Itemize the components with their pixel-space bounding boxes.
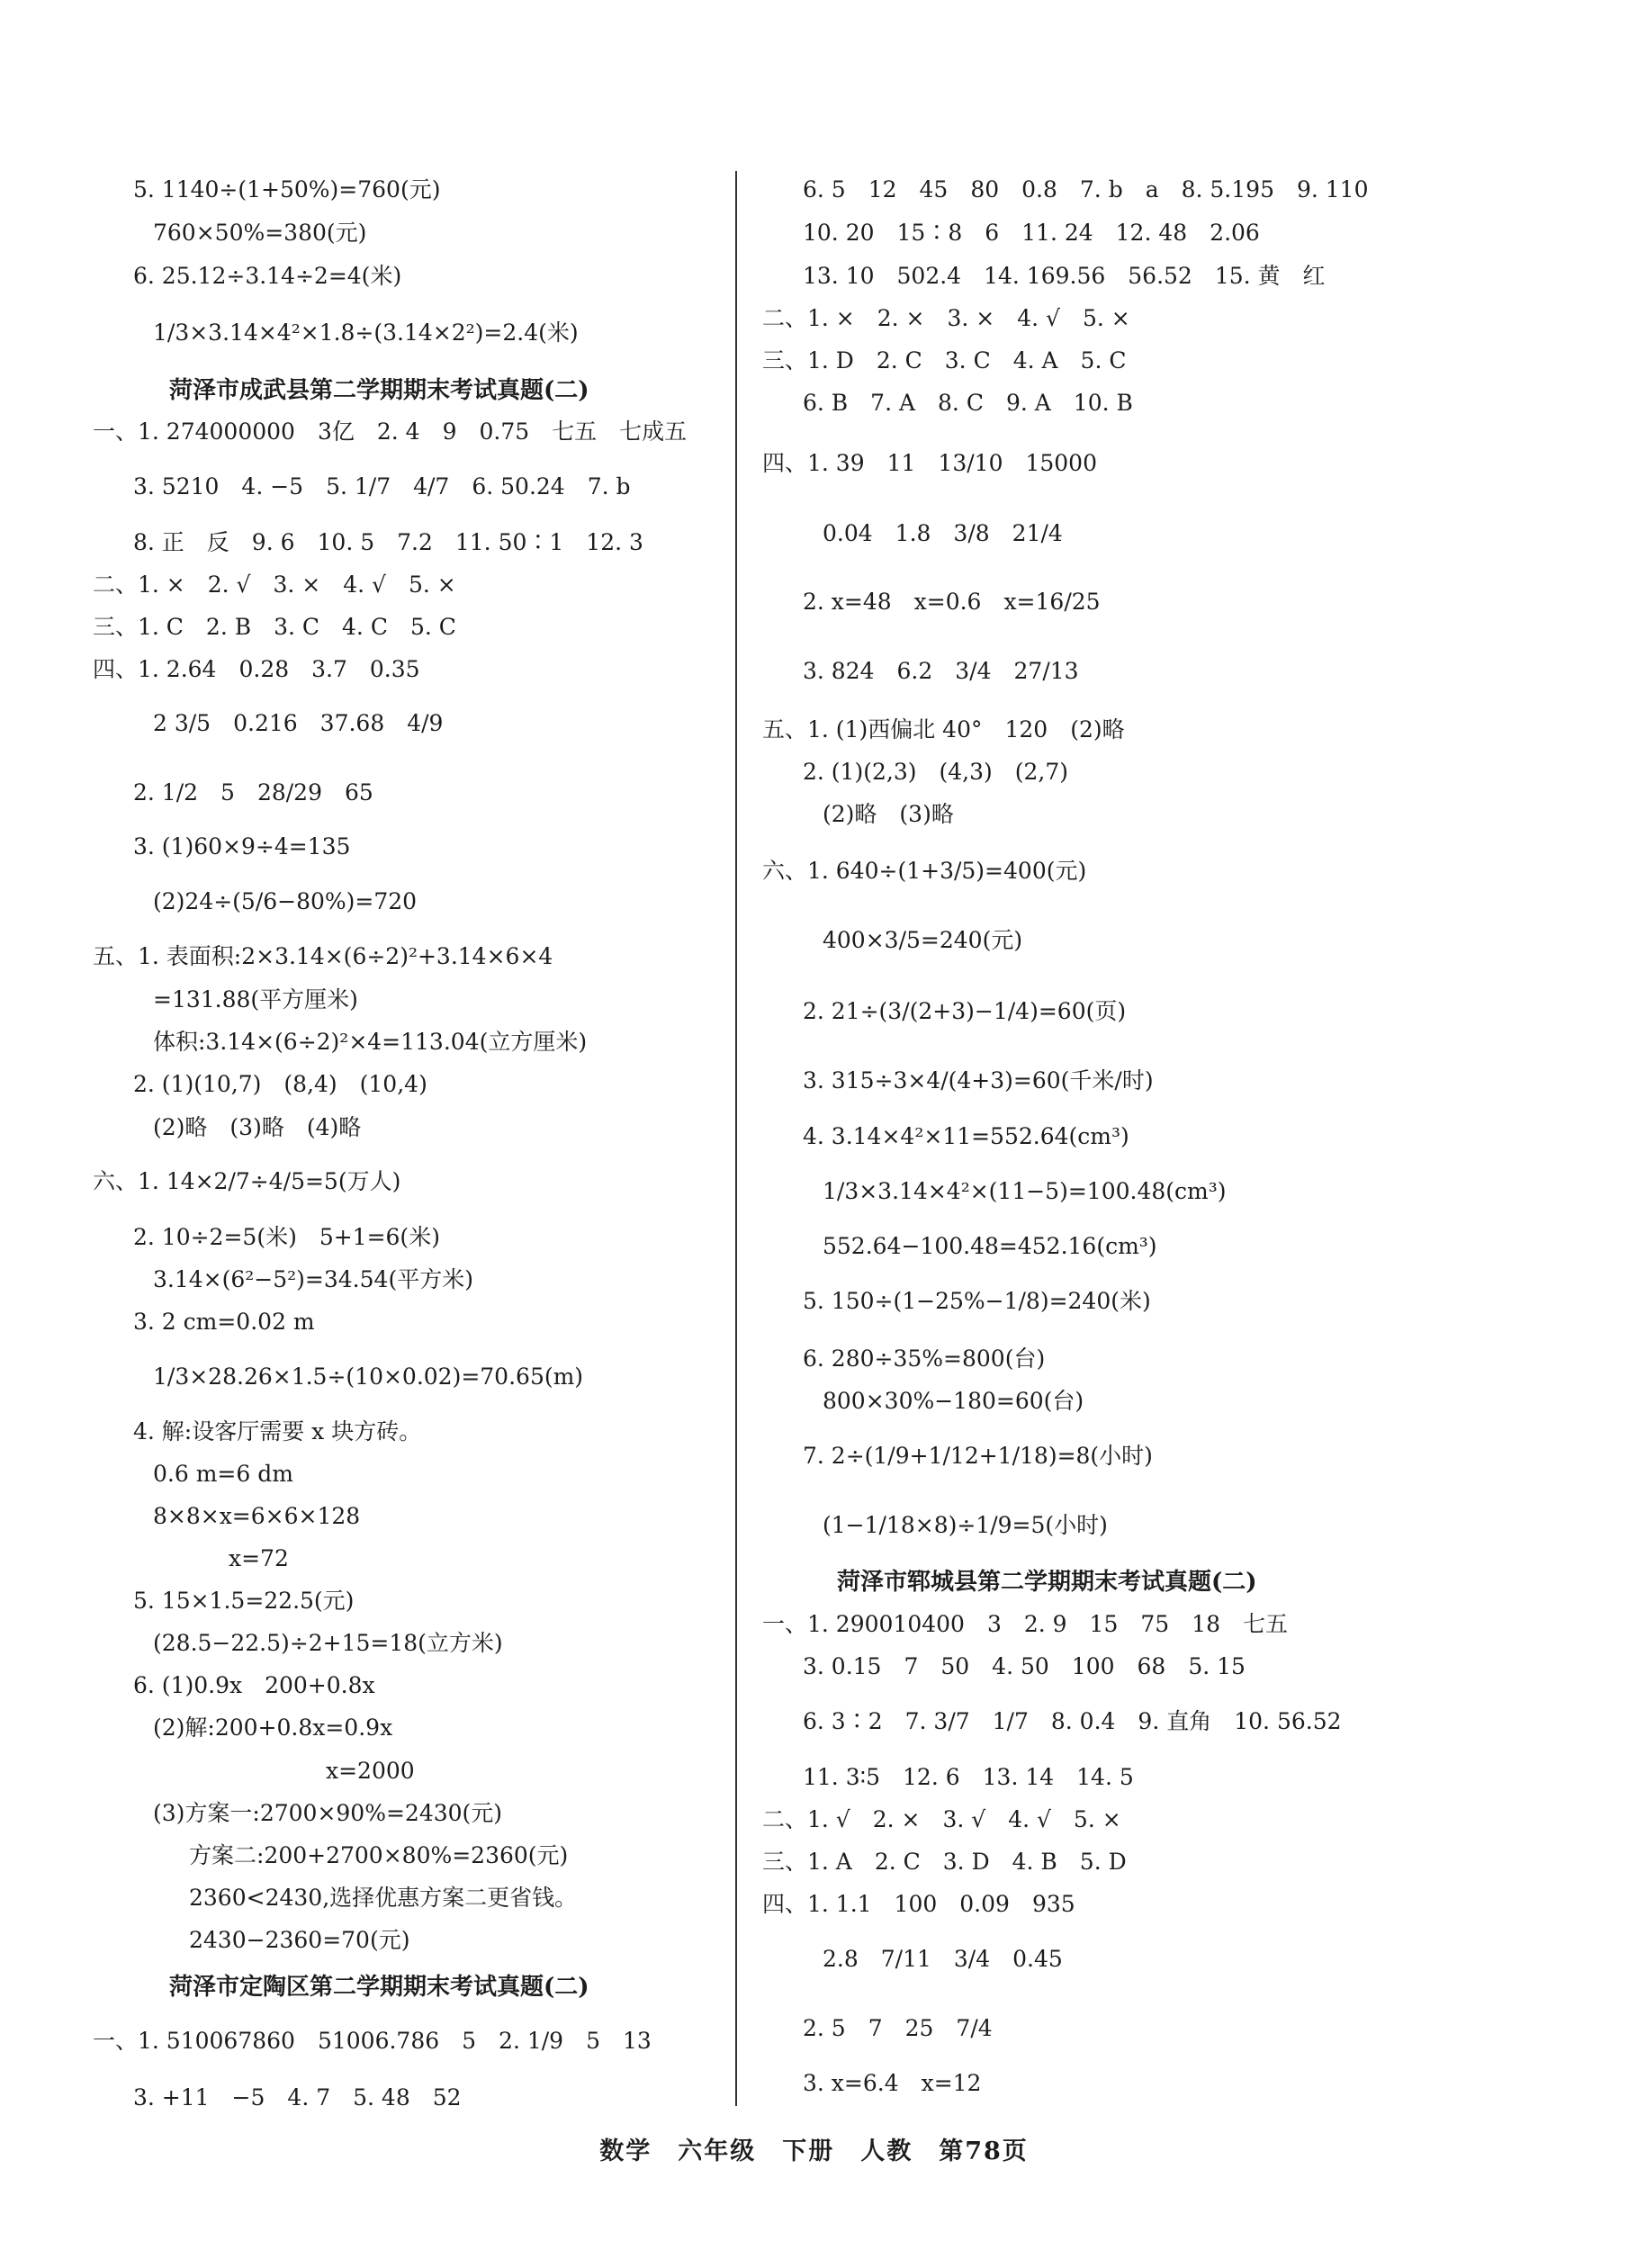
- answer-line: 2 3/5 0.216 37.68 4/9: [153, 710, 444, 736]
- answer-line: 3. 315÷3×4/(4+3)=60(千米/时): [803, 1067, 1154, 1094]
- answer-line: 5. 1140÷(1+50%)=760(元): [133, 176, 441, 202]
- answer-line: 552.64−100.48=452.16(cm³): [823, 1233, 1157, 1259]
- answer-line: 6. B 7. A 8. C 9. A 10. B: [803, 390, 1133, 416]
- answer-line: 3. 0.15 7 50 4. 50 100 68 5. 15: [803, 1653, 1246, 1679]
- answer-line: 2360<2430,选择优惠方案二更省钱。: [189, 1885, 578, 1911]
- answer-line: 方案二:200+2700×80%=2360(元): [189, 1842, 569, 1868]
- answer-line: 3.14×(6²−5²)=34.54(平方米): [153, 1266, 473, 1292]
- answer-line: 4. 3.14×4²×11=552.64(cm³): [803, 1123, 1129, 1149]
- answer-line: (28.5−22.5)÷2+15=18(立方米): [153, 1630, 503, 1656]
- answer-line: =131.88(平方厘米): [153, 986, 358, 1012]
- answer-line: 6. 5 12 45 80 0.8 7. b a 8. 5.195 9. 110: [803, 176, 1369, 202]
- answer-line: 2. x=48 x=0.6 x=16/25: [803, 589, 1101, 615]
- answer-line: 10. 20 15∶8 6 11. 24 12. 48 2.06: [803, 220, 1260, 246]
- answer-line: 6. 280÷35%=800(台): [803, 1346, 1046, 1372]
- answer-line: 11. 3∶5 12. 6 13. 14 14. 5: [803, 1764, 1134, 1790]
- answer-line: 6. 25.12÷3.14÷2=4(米): [133, 263, 402, 289]
- answer-line: 8×8×x=6×6×128: [153, 1503, 361, 1529]
- answer-line: (2)略 (3)略 (4)略: [153, 1114, 362, 1140]
- answer-line: 5. 150÷(1−25%−1/8)=240(米): [803, 1288, 1151, 1314]
- answer-line: 6. (1)0.9x 200+0.8x: [133, 1672, 375, 1698]
- answer-line: 800×30%−180=60(台): [823, 1388, 1084, 1414]
- answer-line: (1−1/18×8)÷1/9=5(小时): [823, 1512, 1108, 1538]
- answer-line: 3. x=6.4 x=12: [803, 2070, 982, 2096]
- answer-line: 三、1. C 2. B 3. C 4. C 5. C: [93, 614, 456, 640]
- answer-line: 五、1. 表面积:2×3.14×(6÷2)²+3.14×6×4: [93, 943, 553, 969]
- answer-line: 3. (1)60×9÷4=135: [133, 833, 351, 860]
- answer-line: 3. +11 −5 4. 7 5. 48 52: [133, 2084, 462, 2110]
- answer-line: 0.04 1.8 3/8 21/4: [823, 520, 1063, 546]
- answer-line: x=72: [229, 1545, 289, 1571]
- answer-line: 二、1. × 2. √ 3. × 4. √ 5. ×: [93, 572, 456, 598]
- answer-line: 体积:3.14×(6÷2)²×4=113.04(立方厘米): [153, 1029, 588, 1055]
- answer-line: 1/3×3.14×4²×(11−5)=100.48(cm³): [823, 1178, 1227, 1204]
- answer-line: 五、1. (1)西偏北 40° 120 (2)略: [762, 716, 1125, 742]
- answer-line: 2. 10÷2=5(米) 5+1=6(米): [133, 1224, 440, 1250]
- answer-line: 一、1. 274000000 3亿 2. 4 9 0.75 七五 七成五: [93, 418, 688, 445]
- answer-line: 一、1. 290010400 3 2. 9 15 75 18 七五: [762, 1611, 1288, 1637]
- answer-line: (2)24÷(5/6−80%)=720: [153, 888, 418, 914]
- answer-line: 六、1. 14×2/7÷4/5=5(万人): [93, 1168, 401, 1194]
- answer-line: 2. 1/2 5 28/29 65: [133, 779, 373, 806]
- answer-line: 3. 2 cm=0.02 m: [133, 1309, 315, 1335]
- answer-line: 1/3×3.14×4²×1.8÷(3.14×2²)=2.4(米): [153, 320, 579, 346]
- answer-line: 2. 21÷(3/(2+3)−1/4)=60(页): [803, 998, 1127, 1024]
- answer-line: 四、1. 1.1 100 0.09 935: [762, 1891, 1075, 1917]
- section-title: 菏泽市定陶区第二学期期末考试真题(二): [169, 1974, 589, 2001]
- answer-line: 一、1. 510067860 51006.786 5 2. 1/9 5 13: [93, 2028, 652, 2054]
- section-title: 菏泽市成武县第二学期期末考试真题(二): [169, 377, 589, 404]
- answer-line: 13. 10 502.4 14. 169.56 56.52 15. 黄 红: [803, 263, 1326, 289]
- answer-line: 2430−2360=70(元): [189, 1927, 410, 1953]
- answer-line: 三、1. D 2. C 3. C 4. A 5. C: [762, 347, 1127, 374]
- answer-line: 8. 正 反 9. 6 10. 5 7.2 11. 50∶1 12. 3: [133, 529, 643, 555]
- answer-line: 二、1. √ 2. × 3. √ 4. √ 5. ×: [762, 1806, 1121, 1832]
- answer-line: 2.8 7/11 3/4 0.45: [823, 1946, 1063, 1972]
- answer-line: 2. (1)(2,3) (4,3) (2,7): [803, 759, 1069, 785]
- answer-line: 6. 3∶2 7. 3/7 1/7 8. 0.4 9. 直角 10. 56.52: [803, 1708, 1342, 1734]
- answer-line: 760×50%=380(元): [153, 220, 367, 246]
- answer-line: 四、1. 2.64 0.28 3.7 0.35: [93, 656, 420, 682]
- section-title: 菏泽市郓城县第二学期期末考试真题(二): [837, 1569, 1257, 1596]
- answer-line: 3. 5210 4. −5 5. 1/7 4/7 6. 50.24 7. b: [133, 473, 631, 500]
- answer-line: 2. (1)(10,7) (8,4) (10,4): [133, 1071, 427, 1097]
- answer-line: (3)方案一:2700×90%=2430(元): [153, 1800, 503, 1826]
- answer-line: (2)解:200+0.8x=0.9x: [153, 1714, 393, 1741]
- column-divider: [735, 171, 737, 2106]
- answer-line: 2. 5 7 25 7/4: [803, 2015, 993, 2041]
- answer-line: 三、1. A 2. C 3. D 4. B 5. D: [762, 1849, 1127, 1875]
- page-footer: 数学 六年级 下册 人教 第78页: [599, 2138, 1029, 2165]
- answer-line: 四、1. 39 11 13/10 15000: [762, 450, 1097, 476]
- answer-line: 二、1. × 2. × 3. × 4. √ 5. ×: [762, 305, 1130, 331]
- answer-line: (2)略 (3)略: [823, 801, 954, 827]
- answer-line: 3. 824 6.2 3/4 27/13: [803, 658, 1079, 684]
- answer-line: 六、1. 640÷(1+3/5)=400(元): [762, 858, 1087, 884]
- answer-line: 1/3×28.26×1.5÷(10×0.02)=70.65(m): [153, 1364, 584, 1390]
- answer-line: 0.6 m=6 dm: [153, 1461, 293, 1487]
- answer-line: 400×3/5=240(元): [823, 927, 1023, 953]
- answer-line: 7. 2÷(1/9+1/12+1/18)=8(小时): [803, 1443, 1153, 1469]
- answer-line: 5. 15×1.5=22.5(元): [133, 1588, 355, 1614]
- answer-line: 4. 解:设客厅需要 x 块方砖。: [133, 1418, 422, 1444]
- answer-line: x=2000: [326, 1758, 415, 1784]
